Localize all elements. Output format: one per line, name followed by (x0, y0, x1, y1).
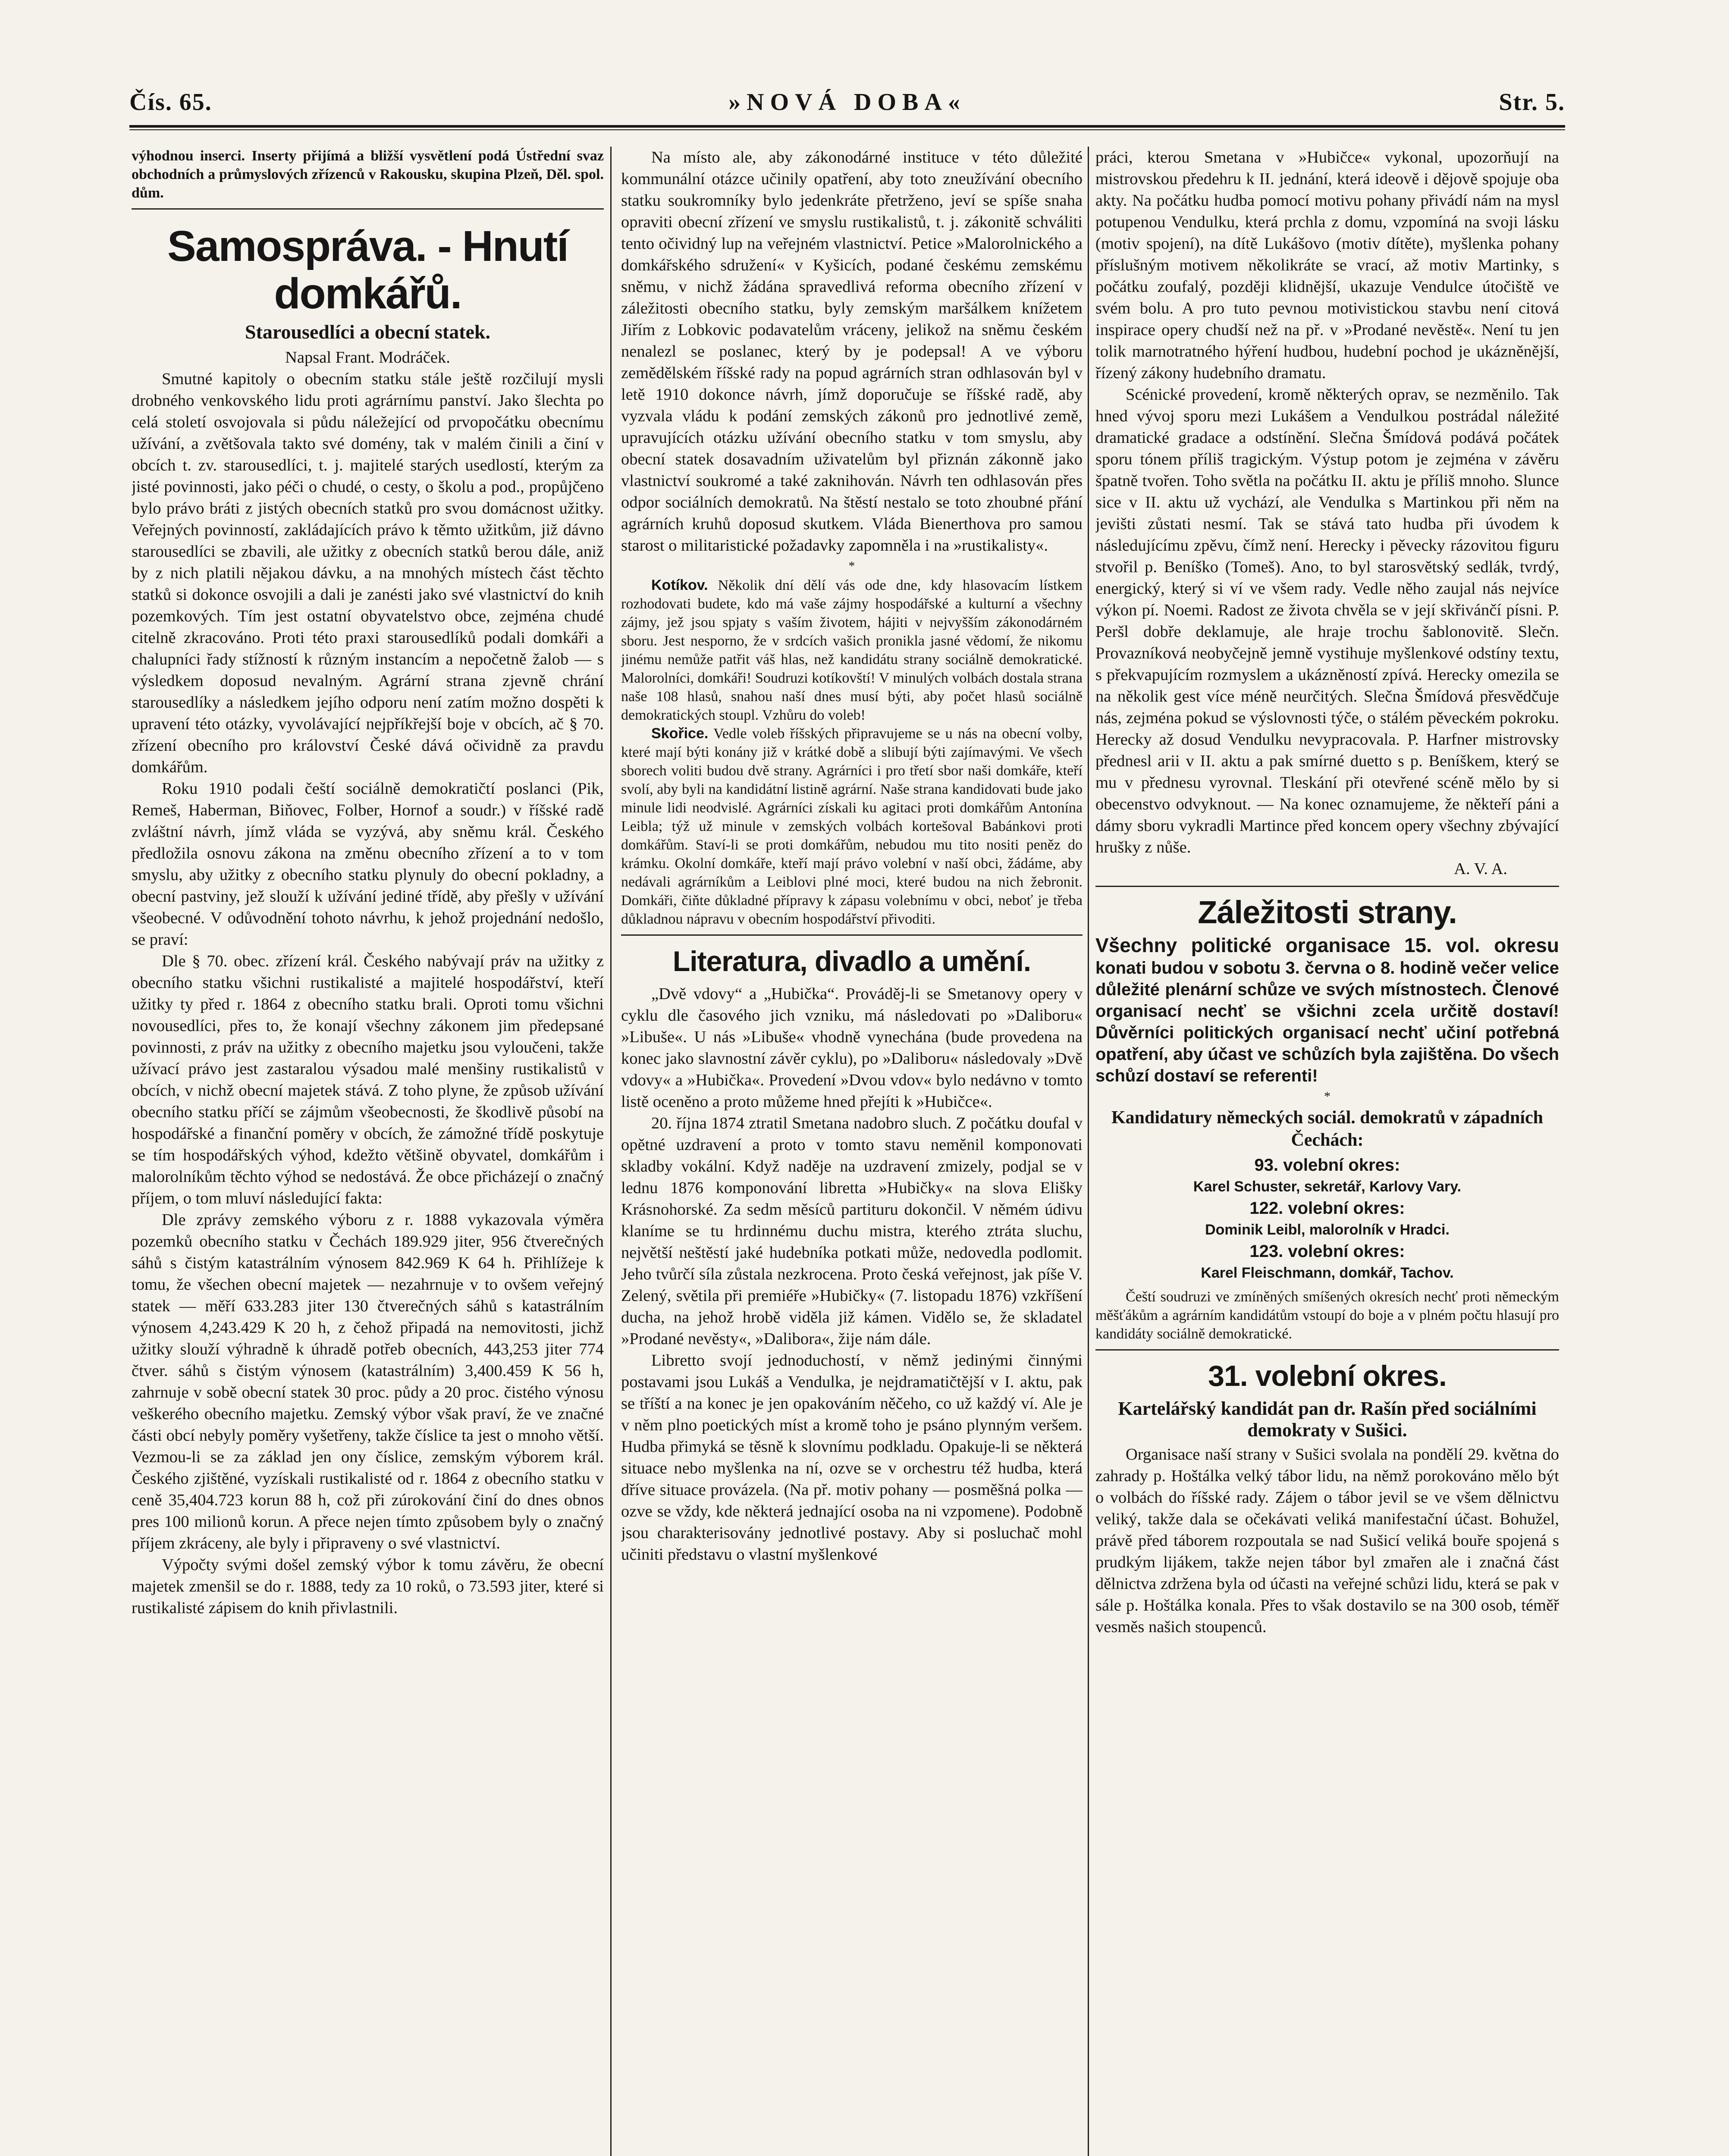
article-paragraph: „Dvě vdovy“ a „Hubička“. Prováděj-li se Smetanovy opery v cyklu dle časového jich vzniku, má následovati po »Daliboru« »Libuše«. U nás »Libuše« vhodně vynechána (bude provedena na konec jako slavnostní závěr cyklu), po »Daliboru« následovaly »Dvě vdovy« a »Hubička«. Provedení »Dvou vdov« bylo nedávno v tomto listě oceněno a proto můžeme hned přejíti k »Hubičce«. (621, 985, 1083, 1111)
local-news-place: Skořice. (651, 725, 709, 742)
separator-star: * (1324, 1089, 1330, 1103)
section-rule (1095, 886, 1559, 887)
local-news-place: Kotíkov. (651, 577, 708, 593)
party-notice-lead: Všechny politické organisace 15. vol. okresu (1095, 934, 1559, 956)
article-paragraph: práci, kterou Smetana v »Hubičce« vykonal, upozorňují na mistrovskou předehru k II. jednání, která ideově i dějově spojuje oba akty. Na počátku hudba pomocí motivu pohany přivádí nám na mysl potupenou Vendulku, která prchla z domu, vzpomíná na svoji lásku (motiv spojení), na dítě Lukášovo (motiv dítěte), myšlenka pohany příslušným motivem několikráte se vrací, až motiv Martinky, s počátku zoufalý, později klidnější, ukazuje Vendulce útočiště ve svém bolu. A pro tuto pevnou motivistickou stavbu není citová inspirace opery chudší než na př. v »Prodané nevěstě«. Není tu jen tolik marnotratného hýření hudbou, hudební pochod je ukázněnější, řízený zákony hudebního dramatu. (1095, 148, 1559, 382)
candidates-note: Čeští soudruzi ve zmíněných smíšených okresích nechť proti německým měšťákům a agrárním kandidátům vstoupí do boje a v plném počtu hlasují pro kandidáty sociálně demokratické. (1095, 1289, 1559, 1342)
page-header (129, 80, 1565, 127)
candidate-name: Dominik Leibl, malorolník v Hradci. (1205, 1222, 1450, 1238)
article-paragraph: Dle § 70. obec. zřízení král. Českého nabývají práv na užitky z obecního statku všichni rustikalisté a majitelé hospodářství, kteří užitky ty před r. 1864 z obecního statku brali. Oproti tomu všichni novousedlíci, přes to, že konají všechny zákonem jim předepsané povinnosti, z práv na užitky z obecního majetku jsou vyloučeni, takže užívací právo jest zastaralou výsadou malé menšiny rustikalistů v obcích, v nichž obecní majetek stává. Z toho plyne, že způsob užívání obecního statku příčí se zájmům všeobecnosti, že škodlivě působí na hospodářské a finanční poměry v obcích, že zámožné třídě poskytuje se tím hospodářských výhod, kdežto většině obyvatel, domkářům i malorolníkům těchto výhod se nedostává. Že obce přicházejí o značný příjem, o tom mluví následující fakta: (132, 952, 604, 1207)
column-2 (621, 147, 1083, 2156)
article-paragraph: Dle zprávy zemského výboru z r. 1888 vykazovala výměra pozemků obecního statku v Čechách 189.929 jiter, 956 čtverečných sáhů s čistým katastrálním výnosem 842.969 K 64 h. Přihlížeje k tomu, že všechen obecní majetek — nezahrnuje v to ovšem veřejný statek — měří 633.283 jiter 130 čtverečných sáhů s katastrálním výnosem 4,243.429 K 20 h, z čehož připadá na nemovitosti, jichž užitky slouží výhradně k úhradě potřeb obecních, 443,253 jiter 774 čtver. sáhů s čistým výnosem (katastrálním) 3,400.459 K 56 h, zahrnuje v sobě obecní statek 30 proc. půdy a 20 proc. čistého výnosu veškerého obecního majetku. Zemský výbor však praví, že ve značné části obcí nebyly poměry vyšetřeny, takže číslice ta jest o mnoho větší. Vezmou-li se za základ jen ony číslice, zemským výborem král. Českého zjištěné, vyzískali rustikalisté od r. 1864 z obecního statku v ceně 35,404.723 korun 88 h, což při zúrokování činí do dnes obnos pres 100 milionů korun. A přece nejen tímto způsobem byly o značný příjem zkráceny, ale byly i připraveny o své vlastnictví. (132, 1211, 604, 1552)
section-title: Literatura, divadlo a umění. (672, 945, 1031, 977)
party-notice-text: konati budou v sobotu 3. června o 8. hodině večer velice důležité plenární schůze ve svých místnostech. Členové organisací nechť se všichni zcela určitě dostaví! Důvěrníci politických organisací nechť učiní potřebná opatření, aby účast ve schůzích byla zajištěna. Do všech schůzí dostaví se referenti! (1095, 959, 1559, 1085)
column-1 (132, 147, 604, 2156)
article-title: Samospráva. - Hnutí domkářů. (167, 222, 568, 318)
column-divider (610, 147, 612, 2156)
district-title: 31. volební okres. (1208, 1360, 1447, 1392)
candidate-district: 123. volební okres: (1249, 1242, 1405, 1261)
article-byline: Napsal Frant. Modráček. (285, 348, 450, 367)
candidate-district: 122. volební okres: (1249, 1199, 1405, 1218)
local-news-text: Několik dní dělí vás ode dne, kdy hlasovacím lístkem rozhodovati budete, kdo má vaše zájmy hospodářské a kulturní a všechny zájmy, jež jsou spjaty s vaším životem, hájiti v nejvyšším zákonodárném sboru. Jest nesporno, že v srdcích vašich pronikla jasné vědomí, že nikomu jinému nemůže patřit váš hlas, než kandidátu strany sociálně demokratické. Malorolníci, domkáři! Soudruzi kotíkovští! V minulých volbách dostala strana naše 108 hlasů, snahou naší dnes musí býti, aby počet hlasů sociálně demokratických stoupl. Vzhůru do voleb! (621, 577, 1083, 723)
district-subtitle: Kartelářský kandidát pan dr. Rašín před sociálními demokraty v Sušici. (1118, 1398, 1537, 1441)
candidate-district: 93. volební okres: (1254, 1156, 1400, 1175)
section-rule (1095, 1349, 1559, 1351)
candidates-title: Kandidatury německých sociál. demokratů v západních Čechách: (1111, 1108, 1544, 1150)
section-rule (132, 208, 604, 210)
article-paragraph: Smutné kapitoly o obecním statku stále ještě rozčilují mysli drobného venkovského lidu proti agrárnímu panství. Jako šlechta po celá století osvojovala si půdu náležející od prvopočátku obecnímu užívání, a zvětšovala takto své domény, tak v malém činili a činí v obcích t. zv. starousedlíci, t. j. majitelé starých usedlostí, kterým za jisté povinnosti, jako péči o chudé, o cesty, o školu a pod., propůjčeno bylo právo bráti z jistých obecních statků pro svou domácnost užitky. Veřejných povinností, zakládajících právo k těmto užitkům, již dávno starousedlíci se zbavili, ale užitky z obecních statků berou dále, aniž by z nich platili nějakou dávku, a na mnohých místech část těchto statků si dokonce osvojili a dali je zanésti jako své vlastnictví do knih pozemkových. Tím jest ostatní obyvatelstvo obce, zejména chudé citelně zkracováno. Proti této praxi starousedlíků podali domkáři a chalupníci řady stížností k různým instancím a nepočetně žalob — s výsledkem doposud nevalným. Agrární strana zjevně chrání starousedlíky a následkem jejího odporu není zatím možno dospěti k upravení této otázky, vyvolávající nejpříkřejší boje v obcích, ač § 70. zřízení obecního pro království České dává očividně za pravdu domkářům. (132, 370, 604, 776)
local-news-item (621, 576, 1083, 724)
article-paragraph: Libretto svojí jednoduchostí, v němž jedinými činnými postavami jsou Lukáš a Vendulka, je nejdramatičtější v I. aktu, pak se tříští a na konec je jen opakováním něčeho, co už každý ví. Ale je v něm plno poetických míst a kromě toho je psáno plynným veršem. Hudba přimyká se těsně k slovnímu podkladu. Opakuje-li se některá situace nebo myšlenka na ní, ozve se v orchestru též hudba, která dříve situace provázela. (Na př. motiv pohany — posměšná polka — ozve se vždy, kde některá jednající osoba na ni vzpomene). Podobně jsou charakterisovány jednotlivé postavy. Aby si posluchač mohl učiniti představu o vlastní myšlenkové (621, 1351, 1083, 1564)
local-news-text: Vedle voleb říšských připravujeme se u nás na obecní volby, které mají býti konány již v krátké době a slibují býti zajímavými. Ve všech sborech voliti budou dvě strany. Agrárníci i pro třetí sbor naši domkáře, kteří svolí, aby byli na kandidátní listině agrární. Naše strana kandidovati bude jako minule lidi neodvislé. Agrárníci získali ku agitaci proti domkářům Antonína Leibla; týž už minule v zemských volbách kortešoval Babánkovi proti domkářům. Staví-li se proti domkářům, nebudou mu tito nositi peněz do krámku. Okolní domkáře, kteří mají právo volební v naší obci, žádáme, aby nedávali agrárníkům a Leiblovi plné moci, které budou na nich žebronit. Domkáři, čiňte důkladné přípravy k zápasu volebnímu v obci, neboť je třeba důkladnou nápravu v obecním hospodářství přivoditi. (621, 726, 1083, 927)
masthead: »NOVÁ DOBA« (728, 89, 966, 116)
section-title: Záležitosti strany. (1198, 894, 1457, 930)
candidate-name: Karel Fleischmann, domkář, Tachov. (1201, 1265, 1454, 1281)
article-paragraph: Scénické provedení, kromě některých oprav, se nezměnilo. Tak hned vývoj sporu mezi Lukášem a Vendulkou postrádal náležité dramatické gradace a odstínění. Slečna Šmídová podává počátek sporu tónem příliš tragickým. Výstup potom je zejména v závěru špatně tvořen. Toho světla na počátku II. aktu je příliš mnoho. Slunce sice v II. aktu už vychází, ale Vendulka s Martinkou při něm na jevišti zůstati nesmí. Tak se stává tato hudba při úvodem k následujícímu zpěvu, čímž není. Herecky i pěvecky rázovitou figuru stvořil p. Beníško (Tomeš). Ano, to byl starosvětský sedlák, tvrdý, energický, který si ví ve všem rady. Vedle něho zaujal nás nejvíce výkon pí. Noemi. Radost ze života chvěla se v její skřivánčí písni. P. Peršl dobře deklamuje, ale hraje trochu šablonovitě. Slečn. Provazníková neobyčejně jemně vystihuje myšlenkové odstíny textu, s překvapujícím rozmyslem a ukázněností zpívá. Herecky omezila se na několik gest více méně neurčitých. Slečna Šmídová přesvědčuje nás, zejména pokud se výslovnosti týče, o stálém pěveckém pokroku. Herecky až dosud Vendulku nevypracovala. P. Harfner mistrovsky přednesl arii v II. aktu a pak smírné duetto s p. Beníškem, který se mu v přednesu vyrovnal. Tleskání při otevřené scéně mělo by si obecenstvo odvyknout. — Na konec oznamujeme, že někteří páni a dámy sboru vykradli Martince před koncem opery všechny zbývající hrušky z nůše. (1095, 385, 1559, 856)
article-subtitle: Starousedlíci a obecní statek. (245, 321, 491, 343)
top-notice: výhodnou inserci. Inserty přijímá a bližší vysvětlení podá Ústřední svaz obchodních a průmyslových zřízenců v Rakousku, skupina Plzeň, Děl. spol. dům. (132, 148, 604, 201)
column-divider (1088, 147, 1089, 2156)
candidate-name: Karel Schuster, sekretář, Karlovy Vary. (1193, 1178, 1462, 1195)
article-paragraph: Organisace naší strany v Sušici svolala na pondělí 29. května do zahrady p. Hoštálka velký tábor lidu, na němž porokováno mělo být o volbách do říšské rady. Zájem o tábor jevil se ve všem dělnictvu veliký, takže dala se očekávati veliká manifestační účast. Bohužel, právě před táborem rozpoutala se nad Sušicí veliká bouře spojená s prudkým lijákem, takže nejen tábor byl zmařen ale i značná část dělnictva zdržena byla od účasti na veřejné schůzi lidu, která se pak v sále p. Hoštálka konala. Přes to však dostavilo se na 300 osob, téměř vesměs našich stoupenců. (1095, 1445, 1559, 1636)
article-paragraph: Roku 1910 podali čeští sociálně demokratičtí poslanci (Pik, Remeš, Haberman, Biňovec, Folber, Hornof a soudr.) v říšské radě zvláštní návrh, jímž vláda se vyzývá, aby sněmu král. Českého předložila osnovu zákona na změnu obecního zřízení a to v tom smyslu, aby užitky z obecního statku plynuly do obecní pokladny, a obecní pastviny, jež slouží k užívání jediné třídě, aby přešly v užívání všeobecné. V odůvodnění tohoto návrhu, k jehož projednání nedošlo, se praví: (132, 780, 604, 949)
local-news-item (621, 724, 1083, 928)
separator-star: * (848, 559, 855, 573)
column-3 (1095, 147, 1559, 2156)
article-signature: A. V. A. (1454, 860, 1507, 878)
issue-number: Čís. 65. (129, 89, 212, 116)
article-paragraph: 20. října 1874 ztratil Smetana nadobro sluch. Z počátku doufal v opětné uzdravení a proto v tomto stavu neměnil komponovati skladby vokální. Když naděje na uzdravení zmizely, podjal se v lednu 1876 komponování libretta »Hubičky« na slova Elišky Krásnohorské. Za sedm měsíců partituru dokončil. V němém údivu klaníme se tu hrdinnému duchu mistra, kterého ztráta sluchu, největší neštěstí jaké hudebníka potkati může, nedovedla podlomit. Jeho tvůrčí síla zůstala nezkrocena. Proto česká veřejnost, jak píše V. Zelený, světila při premiéře »Hubičky« (7. listopadu 1876) vzkříšení ducha, na jehož hrobě viděla již kámen. Vidělo se, že skladatel »Prodané nevěsty«, »Dalibora«, žije nám dále. (621, 1114, 1083, 1348)
article-paragraph: Výpočty svými došel zemský výbor k tomu závěru, že obecní majetek zmenšil se do r. 1888, tedy za 10 roků, o 73.593 jiter, které si rustikalisté zápisem do knih přivlastnili. (132, 1556, 604, 1617)
section-rule (621, 934, 1083, 936)
page-number: Str. 5. (1499, 89, 1565, 116)
article-paragraph: Na místo ale, aby zákonodárné instituce v této důležité kommunální otázce učinily opatření, aby toto zneužívání obecního statku soukromníky bylo jedenkráte přetrženo, jeví se spíše snaha opraviti obecní zřízení ve smyslu rustikalistů, t. j. zákonitě schváliti tento očividný lup na veřejném vlastnictví. Petice »Malorolnického a domkářského sdružení« v Kyšicích, podané českému zemskému sněmu, v nichž žádána spravedlivá reforma obecního zřízení v záležitosti obecního statku, byly zemským maršálkem knížetem Jiřím z Lobkovic podavatelům vráceny, jelikož na sněmu českém nenalezl se poslanec, který by je podepsal! A ve výboru zemědělském říšské rady na popud agrárních stran odhlasován byl v letě 1910 dokonce návrh, jímž doporučuje se říšské radě, aby vyzvala vládu k podání zemských zákonů pro jednotlivé země, upravujících otázku užívání obecního statku v tom smyslu, aby obecní statek dosavadním uživatelům byl přiznán zákonně jako vlastnictví soukromé a také zaknihován. Návrh ten odhlasován přes odpor sociálních demokratů. Na štěstí nestalo se toto zhoubné přání agrárních kruhů doposud skutkem. Vláda Bienerthova pro samou starost o militaristické požadavky zapomněla i na »rustikalisty«. (621, 148, 1083, 555)
header-rule (129, 125, 1565, 128)
party-notice (1095, 934, 1559, 1087)
header-rule-thin (129, 129, 1565, 130)
